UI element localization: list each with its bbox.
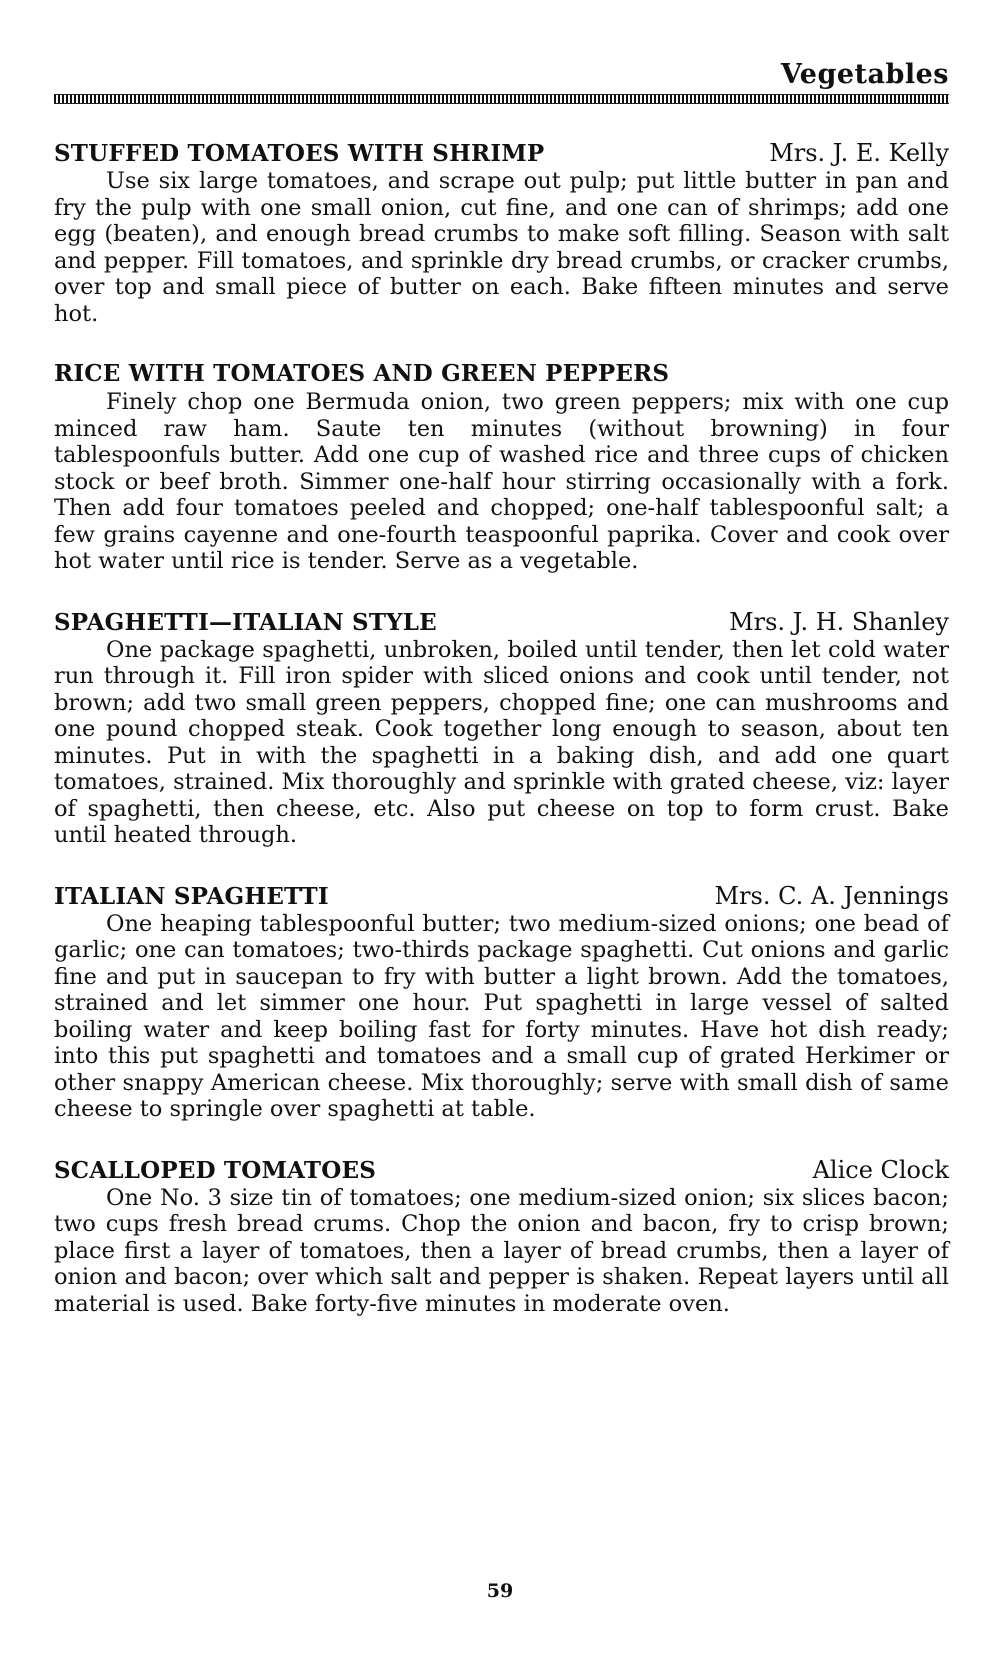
recipe-body: One package spaghetti, unbroken, boiled until tender, then let cold water run through it. Fill iron spider with sliced onions and cook until tender, not brown; add two small green peppers, chopped fine; one can mushrooms and one pound chopped steak. Cook together long enough to season, about ten minutes. Put in with the spaghetti in a baking dish, and add one quart tomatoes, strained. Mix thoroughly and sprinkle with grated cheese, viz: layer of spaghetti, then cheese, etc. Also put cheese on top to form crust. Bake until heated through.: [54, 636, 950, 848]
recipe-header: [54, 881, 949, 911]
recipe-title: ITALIAN SPAGHETTI: [54, 882, 329, 910]
recipe-title: SPAGHETTI—ITALIAN STYLE: [54, 608, 437, 636]
recipe-body: Use six large tomatoes, and scrape out pulp; put little butter in pan and fry the pulp with one small onion, cut fine, and one can of shrimps; add one egg (beaten), and enough bread crumbs to make soft filling. Season with salt and pepper. Fill tomatoes, and sprinkle dry bread crumbs, or cracker crumbs, over top and small piece of butter on each. Bake fifteen minutes and serve hot.: [54, 168, 949, 327]
recipe-rice-tomatoes: [54, 359, 949, 575]
page-number: 59: [486, 1580, 514, 1602]
recipe-stuffed-tomatoes: [54, 138, 949, 327]
recipe-title: STUFFED TOMATOES WITH SHRIMP: [54, 140, 545, 167]
recipe-author: Mrs. J. E. Kelly: [769, 139, 949, 167]
header-rule: [54, 94, 949, 104]
recipe-scalloped-tomatoes: [54, 1155, 949, 1318]
recipe-body: Finely chop one Bermuda onion, two green peppers; mix with one cup minced raw ham. Saute ten minutes (without browning) in four tablespoonfuls butter. Add one cup of washed rice and three cups of chicken stock or beef broth. Simmer one-half hour stirring occasionally with a fork. Then add four tomatoes peeled and chopped; one-half tablespoonful salt; a few grains cayenne and one-fourth teaspoonful paprika. Cover and cook over hot water until rice is tender. Serve as a vegetable.: [54, 389, 949, 574]
recipe-author: Alice Clock: [812, 1155, 949, 1184]
recipe-title: SCALLOPED TOMATOES: [54, 1156, 377, 1184]
recipe-header: [54, 607, 949, 637]
book-page: [54, 58, 949, 1317]
recipe-header: [54, 1155, 949, 1185]
recipe-italian-spaghetti: [54, 881, 949, 1123]
recipe-spaghetti-italian-style: [54, 607, 949, 849]
section-title: Vegetables: [780, 59, 949, 90]
recipe-author: Mrs. J. H. Shanley: [729, 607, 949, 636]
recipe-body: One heaping tablespoonful butter; two medium-sized onions; one bead of garlic; one can tomatoes; two-thirds package spaghetti. Cut onions and garlic fine and put in saucepan to fry with butter a light brown. Add the tomatoes, strained and let simmer one hour. Put spaghetti in large vessel of salted boiling water and keep boiling fast for forty minutes. Have hot dish ready; into this put spaghetti and tomatoes and a small cup of grated Herkimer or other snappy American cheese. Mix thoroughly; serve with small dish of same cheese to springle over spaghetti at table.: [54, 910, 949, 1122]
recipe-body: One No. 3 size tin of tomatoes; one medium-sized onion; six slices bacon; two cups fresh bread crums. Chop the onion and bacon, fry to crisp brown; place first a layer of tomatoes, then a layer of bread crumbs, then a layer of onion and bacon; over which salt and pepper is shaken. Repeat layers until all material is used. Bake forty-five minutes in moderate oven.: [54, 1184, 949, 1317]
recipe-author: Mrs. C. A. Jennings: [714, 881, 949, 910]
recipe-header: [54, 138, 949, 168]
recipe-header: [54, 359, 949, 389]
recipe-title: RICE WITH TOMATOES AND GREEN PEPPERS: [54, 360, 670, 387]
